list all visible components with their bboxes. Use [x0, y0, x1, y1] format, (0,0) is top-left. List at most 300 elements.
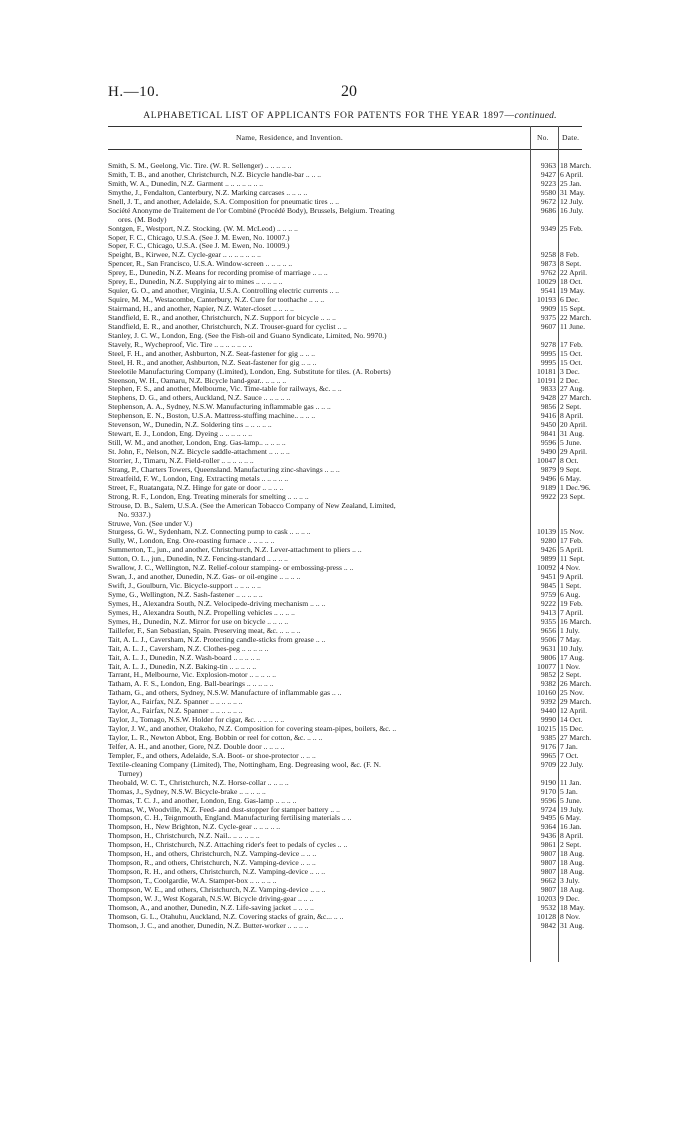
entry-name: Squier, G. O., and another, Virginia, U.S.A. Controlling electric currents .. .. [108, 287, 340, 296]
entry-name: Thompson, W. E., and others, Christchurch, N.Z. Vamping-device .. .. .. [108, 885, 326, 894]
entry-date: 8 Feb. [560, 250, 579, 260]
entry-number: 9762 [540, 268, 556, 278]
entry-name: Speight, B., Kirwee, N.Z. Cycle-gear .. .. .. .. .. .. .. [108, 251, 261, 260]
entry-number: 9416 [540, 411, 556, 421]
table-row [108, 877, 582, 886]
entry-number: 9995 [540, 357, 556, 367]
table-row [108, 403, 582, 412]
table-row [108, 806, 582, 815]
entry-date: 18 Aug. [560, 867, 585, 877]
entry-number: 9656 [540, 625, 556, 635]
entry-number: 10128 [537, 911, 556, 921]
page-number: 20 [341, 83, 357, 100]
entry-name: Swift, J., Goulburn, Vic. Bicycle-support .. .. .. .. .. [108, 582, 261, 591]
entry-name: Stanley, J. C. W., London, Eng. (See the Fish-oil and Guano Syndicate, Limited, No. 9970.) [108, 331, 387, 340]
table-row [108, 627, 582, 636]
entry-name: Thomson, J. C., and another, Dunedin, N.Z. Butter-worker .. .. .. .. [108, 921, 309, 930]
entry-number: 9861 [540, 840, 556, 850]
table-row [108, 528, 582, 537]
entry-name: Street, F., Ruatangata, N.Z. Hinge for gate or door .. .. .. .. [108, 483, 284, 492]
table-row [108, 797, 582, 806]
entry-date: 19 Feb. [560, 598, 583, 608]
entry-date: 29 April. [560, 447, 588, 456]
entry-number: 9495 [540, 813, 556, 823]
table-row [108, 377, 582, 386]
entry-name: Turney) [118, 769, 143, 778]
table-row [108, 198, 582, 207]
entry-number: 9596 [540, 438, 556, 448]
entry-date: 15 Sept. [560, 304, 585, 313]
page-label: H.—10. [108, 84, 160, 100]
entry-date: 11 Sept. [560, 554, 585, 564]
entry-number: 10215 [537, 724, 556, 734]
entry-date: 14 Oct. [560, 715, 583, 725]
entry-date: 1 Dec.'96. [560, 482, 591, 492]
table-row [108, 679, 592, 689]
entry-date: 6 April. [560, 169, 584, 179]
entry-name: Theobald, W. C. T., Christchurch, N.Z. Horse-collar .. .. .. .. [108, 778, 289, 787]
entry-date: 6 Dec. [560, 295, 580, 305]
table-row [108, 706, 588, 716]
table-row [108, 895, 582, 904]
table-row [108, 823, 582, 832]
entry-date: 15 Oct. [560, 357, 583, 367]
table-row [108, 475, 582, 484]
entry-number: 9806 [540, 652, 556, 662]
table-row [108, 788, 582, 797]
entry-number: 9189 [540, 482, 556, 492]
entry-number: 9922 [540, 491, 556, 501]
table-top-rule [108, 126, 582, 127]
table-row [108, 225, 582, 234]
entry-number: 9852 [540, 670, 556, 680]
table-row [108, 312, 592, 323]
entry-number: 9278 [540, 339, 556, 349]
table-row [108, 636, 582, 645]
entry-date: 7 Oct. [560, 750, 579, 760]
table-row [108, 429, 585, 439]
entry-date: 18 Aug. [560, 849, 585, 859]
table-row [108, 268, 588, 278]
entry-name: Snell, J. T., and another, Adelaide, S.A. Composition for pneumatic tires .. .. [108, 197, 339, 206]
entry-name: Symes, H., Alexandra South, N.Z. Velocipede-driving mechanism .. .. .. [108, 599, 326, 608]
entry-number: 9364 [540, 822, 556, 832]
table-row [108, 332, 582, 341]
entry-name: Thomson, A., and another, Dunedin, N.Z. Life-saving jacket .. .. .. .. [108, 903, 314, 912]
entry-number: 9375 [540, 312, 556, 322]
entry-name: Smith, T. B., and another, Christchurch, N.Z. Bicycle handle-bar .. .. .. [108, 170, 322, 179]
entry-number: 9176 [540, 741, 556, 751]
table-row [108, 161, 592, 171]
entry-number: 9833 [540, 384, 556, 394]
table-row [108, 616, 592, 627]
table-row [108, 457, 582, 466]
entry-date: 22 July. [560, 759, 584, 769]
table-row [108, 242, 582, 251]
entry-number: 9873 [540, 259, 556, 269]
entry-date: 9 Dec. [560, 893, 580, 903]
entry-date: 20 April. [560, 420, 588, 430]
entry-date: 18 March. [560, 161, 592, 170]
entry-number: 9709 [540, 759, 556, 769]
entry-number: 9170 [540, 786, 556, 796]
entry-number: 9428 [540, 393, 556, 403]
entry-date: 2 Sept. [560, 840, 582, 850]
table-row [108, 716, 582, 725]
entry-number: 9995 [540, 348, 556, 358]
entry-date: 5 April. [560, 545, 584, 555]
table-row [108, 770, 582, 779]
entry-name: Tait, A. L. J., Dunedin, N.Z. Baking-tin .. .. .. .. .. [108, 662, 257, 671]
table-row [108, 582, 582, 591]
table-row [108, 234, 582, 243]
entry-date: 26 March. [560, 679, 592, 689]
entry-name: Smythe, J., Fendalton, Canterbury, N.Z. Marking carcases .. .. .. .. [108, 188, 308, 197]
table-row [108, 645, 582, 654]
entry-name: Telfer, A. H., and another, Gore, N.Z. Double door .. .. .. .. [108, 742, 285, 751]
entry-number: 9631 [540, 643, 556, 653]
table-row [108, 689, 582, 698]
entry-date: 23 Sept. [560, 491, 585, 501]
entry-name: Taylor, J., Tomago, N.S.W. Holder for cigar, &c. .. .. .. .. .. [108, 716, 285, 725]
table-row [108, 260, 582, 269]
entry-date: 5 June. [560, 795, 582, 805]
entry-number: 9807 [540, 867, 556, 877]
entry-number: 9258 [540, 250, 556, 260]
entry-number: 9724 [540, 804, 556, 814]
entry-date: 4 Nov. [560, 563, 581, 573]
table-row [108, 304, 585, 314]
column-header-no: No. [537, 133, 549, 142]
entry-date: 7 April. [560, 607, 584, 617]
entry-number: 9662 [540, 876, 556, 885]
table-row [108, 251, 582, 260]
table-row [108, 537, 582, 546]
table-row [108, 609, 582, 618]
entry-name: Stephenson, E. N., Boston, U.S.A. Mattress-stuffing machine.. .. .. .. [108, 412, 316, 421]
entry-name: Société Anonyme de Traitement de l'or Combiné (Procédé Body), Brussels, Belgium. Treating [108, 206, 395, 215]
table-header-rule [108, 149, 582, 150]
entry-name: Smith, W. A., Dunedin, N.Z. Garment .. .. .. .. .. .. .. [108, 179, 264, 188]
entry-date: 1 Nov. [560, 661, 581, 671]
entry-date: 17 Feb. [560, 339, 583, 349]
entry-number: 9965 [540, 750, 556, 760]
table-row [108, 752, 582, 761]
entry-date: 8 Nov. [560, 911, 581, 921]
entry-number: 9280 [540, 536, 556, 546]
entry-number: 9990 [540, 715, 556, 725]
entry-number: 9909 [540, 304, 556, 313]
entry-name: Sontgen, F., Westport, N.Z. Stocking. (W. M. McLeod) .. .. .. .. [108, 224, 298, 233]
entry-number: 9532 [540, 902, 556, 912]
entry-number: 10139 [537, 527, 556, 537]
entry-name: Strouse, D. B., Salem, U.S.A. (See the American Tobacco Company of New Zealand, Limited, [108, 501, 396, 510]
entry-number: 9807 [540, 858, 556, 868]
entry-number: 9506 [540, 634, 556, 644]
entry-date: 17 Feb. [560, 536, 583, 546]
table-row [108, 296, 582, 305]
entry-number: 10193 [537, 295, 556, 305]
table-row [108, 884, 585, 895]
entry-date: 5 June. [560, 438, 582, 448]
table-row [108, 671, 582, 680]
entry-date: 18 Aug. [560, 884, 585, 894]
table-row [108, 393, 592, 403]
entry-name: Swan, J., and another, Dunedin, N.Z. Gas- or oil-engine .. .. .. .. [108, 573, 301, 582]
entry-date: 29 March. [560, 697, 592, 707]
entry-date: 15 Dec. [560, 724, 584, 734]
entry-name: Tatham, A. F. S., London, Eng. Ball-bearings .. .. .. .. .. [108, 680, 274, 689]
entry-name: Stairmand, H., and another, Napier, N.Z. Water-closet .. .. .. .. [108, 305, 294, 313]
entry-name: ores. (M. Body) [118, 215, 167, 224]
table-row [108, 359, 582, 368]
entry-name: Thompson, H., Christchurch, N.Z. Attaching rider's feet to pedals of cycles .. .. [108, 841, 348, 850]
entry-name: Sturgess, G. W., Sydenham, N.Z. Connecting pump to cask .. .. .. .. [108, 528, 311, 537]
entry-name: Symes, H., Dunedin, N.Z. Mirror for use on bicycle .. .. .. .. [108, 617, 289, 626]
entry-name: Sutton, O. L., jun., Dunedin, N.Z. Fencing-standard .. .. .. .. [108, 555, 288, 564]
entry-name: Streatfeild, F. W., London, Eng. Extracting metals .. .. .. .. .. [108, 474, 289, 483]
table-title-main: ALPHABETICAL LIST OF APPLICANTS FOR PATENTS FOR THE YEAR 1897— [143, 110, 515, 121]
entry-number: 9427 [540, 169, 556, 179]
table-row [108, 663, 582, 672]
table-row [108, 779, 582, 788]
entry-date: 31 Aug. [560, 920, 585, 930]
entry-date: 17 Aug. [560, 652, 585, 662]
entry-number: 9451 [540, 572, 556, 582]
entry-number: 9807 [540, 884, 556, 894]
entry-date: 2 Dec. [560, 375, 580, 385]
entry-date: 3 Dec. [560, 366, 580, 376]
table-row [108, 412, 582, 421]
table-row [108, 600, 582, 609]
table-row [108, 482, 591, 493]
entry-number: 10077 [537, 661, 556, 671]
entry-number: 9845 [540, 581, 556, 591]
entry-name: Squire, M. M., Westacombe, Canterbury, N.Z. Cure for toothache .. .. .. [108, 296, 325, 305]
table-title-continued: continued. [514, 110, 557, 121]
entry-name: Taylor, J. W., and another, Otakeho, N.Z. Composition for covering steam-pipes, boilers, &c. .. [108, 725, 397, 734]
entry-date: 8 April. [560, 831, 584, 841]
table-row [108, 350, 582, 359]
table-row [108, 180, 582, 189]
entry-number: 9385 [540, 733, 556, 742]
entry-date: 12 July. [560, 196, 584, 206]
entry-number: 9842 [540, 920, 556, 930]
entry-number: 9541 [540, 286, 556, 296]
table-row [108, 832, 582, 841]
entry-number: 10203 [537, 893, 556, 903]
table-row [108, 466, 582, 475]
entry-date: 27 March. [560, 733, 592, 742]
entry-date: 11 June. [560, 321, 586, 331]
entry-name: Standfield, E. R., and another, Christchurch, N.Z. Trouser-guard for cyclist .. .. [108, 322, 347, 331]
table-row [108, 733, 592, 743]
entry-date: 18 Oct. [560, 277, 583, 287]
entry-name: Sprey, E., Dunedin, N.Z. Supplying air to mines .. .. .. .. .. [108, 278, 283, 287]
entry-number: 9363 [540, 161, 556, 170]
entry-name: Thomas, T. C. J., and another, London, Eng. Gas-lamp .. .. .. .. [108, 796, 297, 805]
entry-name: Thompson, H., and others, Christchurch, N.Z. Vamping-device .. .. .. [108, 850, 317, 859]
entry-number: 9841 [540, 429, 556, 439]
table-row [108, 278, 582, 287]
entry-name: Thomas, J., Sydney, N.S.W. Bicycle-brake .. .. .. .. .. [108, 787, 266, 796]
entry-number: 9856 [540, 402, 556, 412]
column-header-name: Name, Residence, and Invention. [236, 133, 343, 142]
entry-name: Stephenson, A. A., Sydney, N.S.W. Manufacturing inflammable gas .. .. .. [108, 403, 331, 412]
entry-number: 9436 [540, 831, 556, 841]
entry-name: Tait, A. L. J., Caversham, N.Z. Protecting candle-sticks from grease .. .. [108, 635, 326, 644]
entry-name: Textile-cleaning Company (Limited), The, Nottingham, Eng. Degreasing wool, &c. (F. N. [108, 760, 381, 769]
entry-name: Still, W. M., and another, London, Eng. Gas-lamp.. .. .. .. .. [108, 439, 286, 448]
entry-number: 10092 [537, 563, 556, 573]
entry-date: 25 Nov. [560, 688, 584, 698]
entry-name: Thomson, G. L., Otahuhu, Auckland, N.Z. Covering stacks of grain, &c... .. .. [108, 912, 344, 921]
entry-number: 9413 [540, 607, 556, 617]
table-row [108, 520, 582, 529]
entry-name: Strang, P., Charters Towers, Queensland. Manufacturing zinc-shavings .. .. .. [108, 465, 340, 474]
entry-date: 1 Sept. [560, 581, 582, 591]
entry-name: Sully, W., London, Eng. Ore-roasting furnace .. .. .. .. .. [108, 537, 275, 546]
entry-number: 9222 [540, 598, 556, 608]
entry-date: 16 July. [560, 205, 584, 215]
entry-date: 3 July. [560, 876, 580, 885]
entry-date: 8 Oct. [560, 455, 579, 465]
entry-number: 9392 [540, 697, 556, 707]
entry-date: 7 Jan. [560, 741, 578, 751]
table-row [108, 368, 582, 377]
entry-date: 22 March. [560, 312, 592, 322]
entry-number: 9223 [540, 178, 556, 188]
entry-number: 9607 [540, 321, 556, 331]
entry-name: Soper, F. C., Chicago, U.S.A. (See J. M. Ewen, No. 10009.) [108, 242, 290, 251]
entry-date: 2 Sept. [560, 402, 582, 412]
table-row [108, 573, 582, 582]
entry-name: Strong, R. F., London, Eng. Treating minerals for smelting .. .. .. .. [108, 492, 309, 501]
column-header-date: Date. [562, 133, 580, 142]
entry-date: 9 Sept. [560, 464, 582, 474]
entry-date: 16 Jan. [560, 822, 582, 832]
table-row [108, 554, 585, 564]
entry-name: St. John, F., Nelson, N.Z. Bicycle saddle-attachment .. .. .. .. [108, 448, 290, 456]
entry-name: Storrier, J., Timaru, N.Z. Field-roller .. .. .. .. .. .. [108, 456, 254, 465]
entry-name: Thompson, W. J., West Kogarah, N.S.W. Bicycle driving-gear .. .. .. [108, 894, 314, 903]
entry-number: 9490 [540, 447, 556, 456]
entry-number: 9440 [540, 706, 556, 716]
entry-name: Templer, F., and others, Adelaide, S.A. Boot- or shoe-protector .. .. .. [108, 751, 316, 760]
entry-date: 12 April. [560, 706, 588, 716]
entry-name: Steenson, W. H., Oamaru, N.Z. Bicycle hand-gear.. .. .. .. .. [108, 376, 287, 385]
table-row [108, 858, 585, 868]
entry-date: 8 Sept. [560, 259, 582, 269]
entry-date: 1 July. [560, 625, 580, 635]
entry-name: Stavely, R., Wycheproof, Vic. Tire .. .. .. .. .. .. .. [108, 340, 253, 349]
entry-name: Taylor, A., Fairfax, N.Z. Spanner .. .. .. .. .. .. [108, 698, 243, 707]
entry-date: 19 May. [560, 286, 585, 296]
table-row [108, 697, 592, 707]
entry-name: Thomas, W., Woodville, N.Z. Feed- and dust-stopper for stamper battery .. .. [108, 805, 340, 814]
entry-date: 25 Feb. [560, 223, 583, 233]
entry-date: 19 July. [560, 804, 584, 814]
table-row [108, 564, 582, 573]
entry-name: Thompson, R. H., and others, Christchurch, N.Z. Vamping-device .. .. .. [108, 868, 326, 877]
table-row [108, 341, 582, 350]
entry-date: 31 Aug. [560, 429, 585, 439]
entry-name: No. 9337.) [118, 510, 151, 519]
table-row [108, 511, 582, 520]
table-row [108, 841, 582, 850]
entry-date: 27 March. [560, 393, 592, 403]
entry-date: 2 Sept. [560, 670, 582, 680]
table-title [0, 110, 700, 121]
entry-name: Summerton, T., jun., and another, Christchurch, N.Z. Lever-attachment to pliers .. .. [108, 546, 362, 555]
entry-name: Taylor, L. R., Newton Abbot, Eng. Bobbin or reel for cotton, &c. .. .. .. [108, 734, 323, 742]
table-row [108, 321, 586, 332]
table-row [108, 725, 582, 734]
entry-name: Swallow, J. C., Wellington, N.Z. Relief-colour stamping- or embossing-press .. .. [108, 564, 354, 573]
table-row [108, 384, 585, 394]
entry-date: 5 Jan. [560, 786, 578, 796]
entry-name: Stephens, D. G., and others, Auckland, N.Z. Sauce .. .. .. .. .. [108, 394, 291, 403]
entry-number: 9672 [540, 196, 556, 206]
table-row [108, 913, 582, 922]
entry-date: 6 May. [560, 473, 582, 483]
entry-date: 18 May. [560, 902, 585, 912]
entry-number: 9580 [540, 187, 556, 197]
table-row [108, 591, 582, 600]
table-row [108, 761, 582, 770]
entry-name: Tatham, G., and others, Sydney, N.S.W. Manufacture of inflammable gas .. .. [108, 689, 342, 698]
table-row [108, 207, 582, 216]
entry-name: Steel, F. H., and another, Ashburton, N.Z. Seat-fastener for gig .. .. .. [108, 349, 316, 358]
entry-name: Thompson, H., New Brighton, N.Z. Cycle-gear .. .. .. .. .. [108, 823, 281, 832]
entry-name: Standfield, E. R., and another, Christchurch, N.Z. Support for bicycle .. .. .. [108, 313, 336, 322]
entry-name: Stewart, E. J., London, Eng. Dyeing .. .. .. .. .. .. [108, 430, 253, 439]
entry-name: Steelotile Manufacturing Company (Limited), London, Eng. Substitute for tiles. (A. Roberts) [108, 367, 391, 376]
entry-date: 31 May. [560, 187, 585, 197]
entry-number: 10191 [537, 375, 556, 385]
entry-number: 9596 [540, 795, 556, 805]
table-row [108, 502, 582, 511]
entry-number: 10029 [537, 277, 556, 287]
entry-name: Stevenson, W., Dunedin, N.Z. Soldering tins .. .. .. .. .. [108, 421, 272, 430]
entry-number: 9355 [540, 616, 556, 626]
entry-date: 10 July. [560, 643, 584, 653]
entry-date: 22 April. [560, 268, 588, 278]
entry-number: 9879 [540, 464, 556, 474]
entry-name: Tait, A. L. J., Caversham, N.Z. Clothes-peg .. .. .. .. .. [108, 644, 269, 653]
entry-name: Spencer, R., San Francisco, U.S.A. Window-screen .. .. .. .. .. [108, 260, 293, 269]
entry-name: Tarrant, H., Melbourne, Vic. Explosion-motor .. .. .. .. .. [108, 671, 277, 680]
table-row [108, 286, 585, 296]
entry-number: 10181 [537, 366, 556, 376]
entry-name: Taillefer, F., San Sebastian, Spain. Preserving meat, &c. .. .. .. .. [108, 626, 301, 635]
table-row [108, 216, 582, 225]
entry-number: 10047 [537, 455, 556, 465]
entry-name: Soper, F. C., Chicago, U.S.A. (See J. M. Ewen, No. 10007.) [108, 233, 290, 242]
entry-name: Struwe, Von. (See under V.) [108, 519, 193, 528]
table-row [108, 546, 582, 555]
entry-date: 18 Aug. [560, 858, 585, 868]
entry-number: 9759 [540, 590, 556, 599]
entry-name: Smith, S. M., Geelong, Vic. Tire. (W. R. Sellenger) .. .. .. .. .. [108, 162, 292, 170]
entry-number: 9686 [540, 205, 556, 215]
entry-name: Taylor, A., Fairfax, N.Z. Spanner .. .. .. .. .. .. [108, 707, 243, 716]
entry-date: 7 May. [560, 634, 582, 644]
entries-list [108, 161, 592, 931]
entry-date: 15 Nov. [560, 527, 584, 537]
entry-name: Thompson, T., Coolgardie, W.A. Stamper-box .. .. .. .. .. [108, 877, 277, 885]
entry-name: Thompson, H., Christchurch, N.Z. Nail.. .. .. .. .. .. [108, 832, 260, 841]
